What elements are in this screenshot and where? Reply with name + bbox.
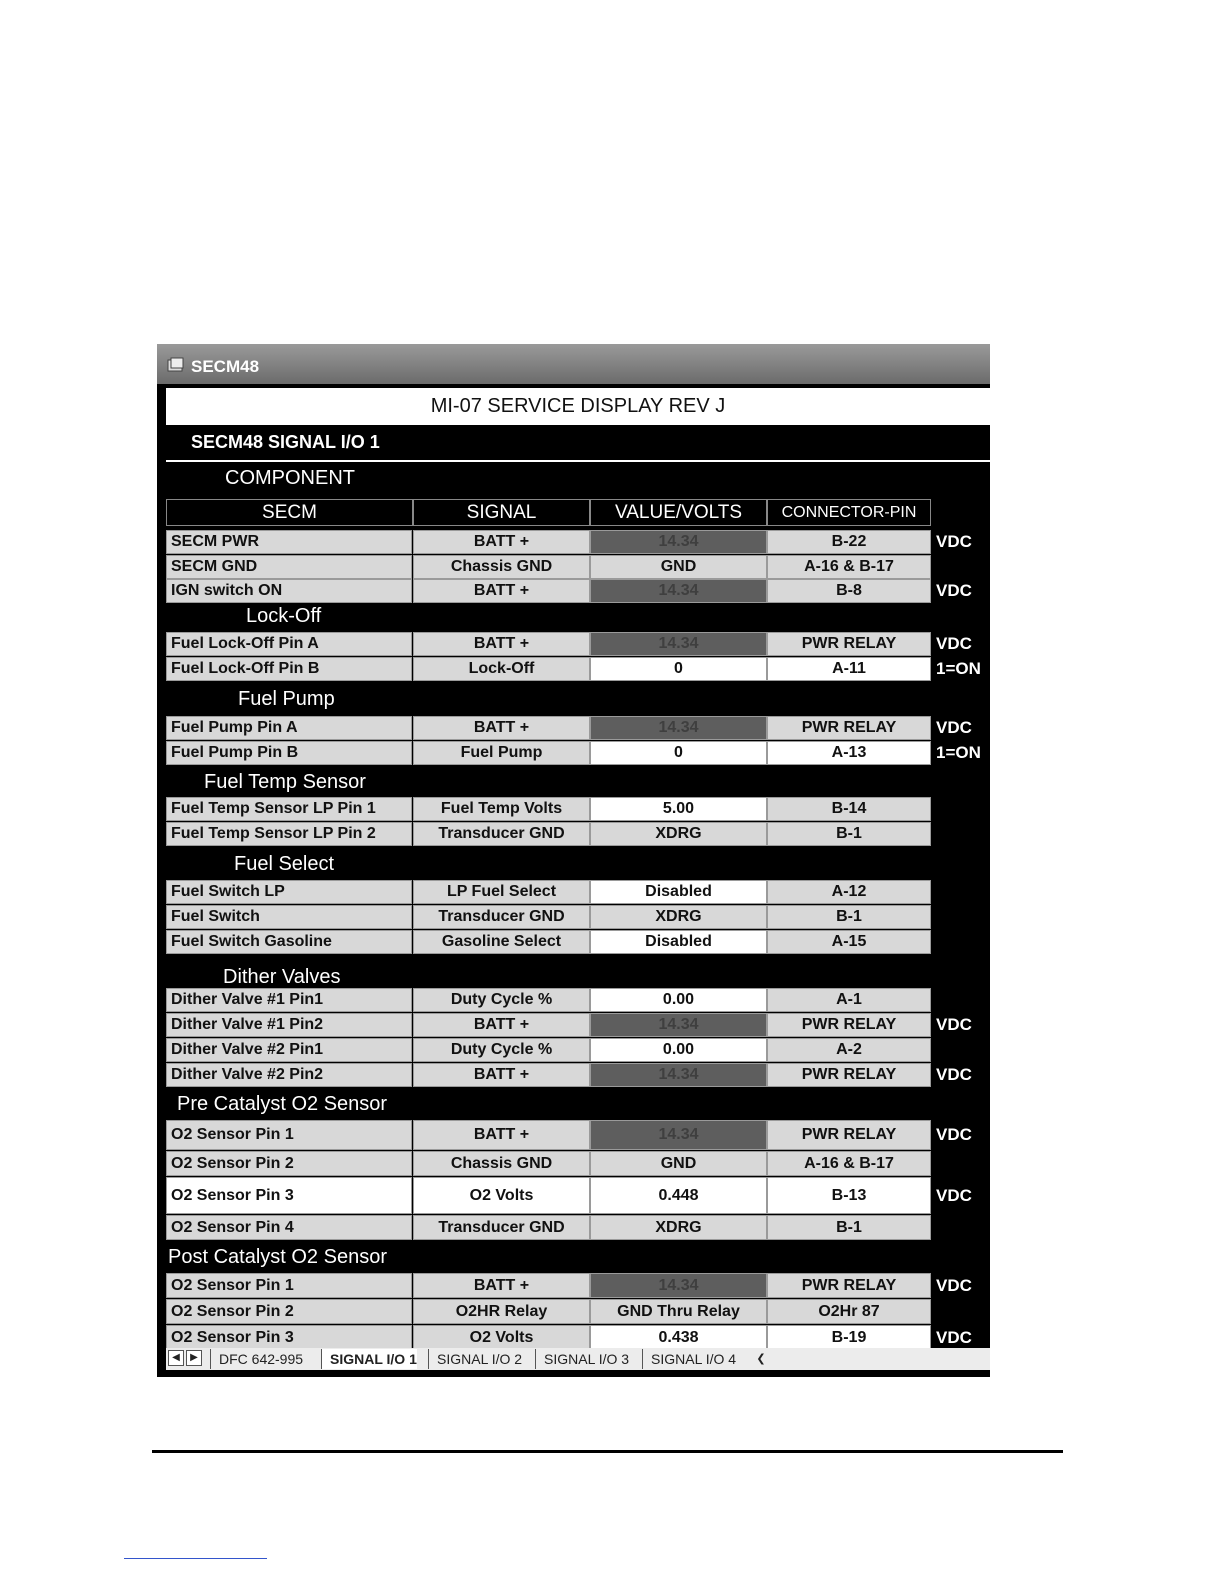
value-cell[interactable]: Disabled	[590, 930, 767, 954]
connector-pin-cell[interactable]: PWR RELAY	[767, 1120, 931, 1150]
value-cell[interactable]: 0.448	[590, 1177, 767, 1214]
value-cell[interactable]: 14.34	[590, 530, 767, 554]
column-header-secm: SECM	[166, 499, 413, 526]
connector-pin-cell[interactable]: A-2	[767, 1038, 931, 1062]
unit-label: 1=ON	[936, 743, 981, 762]
tab-signal-io-4[interactable]: SIGNAL I/O 4	[642, 1349, 736, 1369]
spreadsheet-window	[157, 344, 990, 1377]
connector-pin-cell[interactable]: A-1	[767, 988, 931, 1012]
column-header-signal: SIGNAL	[413, 499, 590, 526]
unit-label: VDC	[936, 1275, 972, 1295]
section-dither-valves: Dither Valves	[223, 966, 341, 988]
component-cell[interactable]: Fuel Lock-Off Pin A	[166, 632, 412, 656]
signal-cell[interactable]: Transducer GND	[413, 1215, 590, 1240]
connector-pin-cell[interactable]: O2Hr 87	[767, 1299, 931, 1324]
signal-cell[interactable]: BATT +	[413, 579, 590, 603]
component-cell[interactable]: O2 Sensor Pin 4	[166, 1215, 412, 1240]
signal-cell[interactable]: Duty Cycle %	[413, 988, 590, 1012]
value-cell[interactable]: 0	[590, 741, 767, 765]
signal-cell[interactable]: BATT +	[413, 716, 590, 740]
tab-prev-button[interactable]: ◀	[168, 1350, 184, 1366]
value-cell[interactable]: XDRG	[590, 1215, 767, 1240]
section-lock-off: Lock-Off	[246, 605, 322, 627]
component-cell[interactable]: O2 Sensor Pin 3	[166, 1325, 412, 1350]
signal-cell[interactable]: BATT +	[413, 530, 590, 554]
app-icon	[167, 357, 185, 373]
value-cell[interactable]: 0.00	[590, 1038, 767, 1062]
connector-pin-cell[interactable]: B-13	[767, 1177, 931, 1214]
component-cell[interactable]: Fuel Switch Gasoline	[166, 930, 412, 954]
section-post-catalyst: Post Catalyst O2 Sensor	[168, 1246, 387, 1268]
connector-pin-cell[interactable]: PWR RELAY	[767, 1013, 931, 1037]
signal-cell[interactable]: BATT +	[413, 1063, 590, 1087]
component-cell[interactable]: O2 Sensor Pin 1	[166, 1120, 412, 1150]
signal-cell[interactable]: BATT +	[413, 1013, 590, 1037]
signal-cell[interactable]: BATT +	[413, 1273, 590, 1298]
connector-pin-cell[interactable]: PWR RELAY	[767, 1063, 931, 1087]
component-cell[interactable]: O2 Sensor Pin 3	[166, 1177, 412, 1214]
unit-label: VDC	[936, 1065, 972, 1084]
connector-pin-cell[interactable]: PWR RELAY	[767, 632, 931, 656]
connector-pin-cell[interactable]: A-16 & B-17	[767, 1151, 931, 1176]
page-rule	[152, 1450, 1063, 1453]
unit-label: VDC	[936, 532, 972, 551]
connector-pin-cell[interactable]: A-11	[767, 657, 931, 681]
value-cell[interactable]: 5.00	[590, 797, 767, 821]
component-cell[interactable]: IGN switch ON	[166, 579, 412, 603]
value-cell[interactable]: 14.34	[590, 716, 767, 740]
component-cell[interactable]: Fuel Pump Pin B	[166, 741, 412, 765]
section-fuel-temp: Fuel Temp Sensor	[204, 771, 366, 793]
tab-dfc[interactable]: DFC 642-995	[210, 1349, 303, 1369]
value-cell[interactable]: 0.438	[590, 1325, 767, 1350]
signal-cell[interactable]: BATT +	[413, 1120, 590, 1150]
divider	[166, 460, 990, 462]
section-pre-catalyst: Pre Catalyst O2 Sensor	[177, 1093, 388, 1115]
component-cell[interactable]: Dither Valve #1 Pin2	[166, 1013, 412, 1037]
component-cell[interactable]: Fuel Lock-Off Pin B	[166, 657, 412, 681]
connector-pin-cell[interactable]: A-12	[767, 880, 931, 904]
value-cell[interactable]: 14.34	[590, 579, 767, 603]
signal-cell[interactable]: Chassis GND	[413, 555, 590, 579]
signal-cell[interactable]: Fuel Temp Volts	[413, 797, 590, 821]
tab-signal-io-2[interactable]: SIGNAL I/O 2	[428, 1349, 522, 1369]
unit-label: VDC	[936, 1185, 972, 1205]
connector-pin-cell[interactable]: A-13	[767, 741, 931, 765]
component-cell[interactable]: Fuel Pump Pin A	[166, 716, 412, 740]
signal-cell[interactable]: Chassis GND	[413, 1151, 590, 1176]
value-cell[interactable]: XDRG	[590, 822, 767, 846]
value-cell[interactable]: 0.00	[590, 988, 767, 1012]
signal-cell[interactable]: Transducer GND	[413, 905, 590, 929]
signal-cell[interactable]: Fuel Pump	[413, 741, 590, 765]
value-cell[interactable]: GND	[590, 555, 767, 579]
display-header: MI-07 SERVICE DISPLAY REV J	[166, 388, 990, 425]
component-cell[interactable]: O2 Sensor Pin 2	[166, 1299, 412, 1324]
unit-label: VDC	[936, 1327, 972, 1347]
section-fuel-select: Fuel Select	[234, 853, 335, 875]
unit-label: VDC	[936, 634, 972, 653]
unit-label: VDC	[936, 1015, 972, 1034]
tab-signal-io-3[interactable]: SIGNAL I/O 3	[535, 1349, 629, 1369]
component-cell[interactable]: SECM GND	[166, 555, 412, 579]
unit-label: VDC	[936, 1125, 972, 1144]
sheet-title: SECM48 SIGNAL I/O 1	[191, 432, 380, 452]
title-bar	[157, 344, 990, 384]
value-cell[interactable]: 14.34	[590, 632, 767, 656]
unit-label: 1=ON	[936, 659, 981, 678]
tab-signal-io-1[interactable]: SIGNAL I/O 1	[321, 1349, 417, 1369]
scroll-left-icon[interactable]: ❮	[756, 1353, 766, 1365]
value-cell[interactable]: 14.34	[590, 1120, 767, 1150]
value-cell[interactable]: 14.34	[590, 1013, 767, 1037]
connector-pin-cell[interactable]: B-8	[767, 579, 931, 603]
connector-pin-cell[interactable]: B-1	[767, 1215, 931, 1240]
footer-link-underline	[124, 1558, 267, 1559]
signal-cell[interactable]: O2 Volts	[413, 1177, 590, 1214]
tab-next-button[interactable]: ▶	[186, 1350, 202, 1366]
connector-pin-cell[interactable]: B-19	[767, 1325, 931, 1350]
unit-label: VDC	[936, 581, 972, 600]
signal-cell[interactable]: Duty Cycle %	[413, 1038, 590, 1062]
connector-pin-cell[interactable]: B-1	[767, 905, 931, 929]
component-cell[interactable]: Dither Valve #2 Pin1	[166, 1038, 412, 1062]
window-title: SECM48	[191, 357, 260, 376]
connector-pin-cell[interactable]: PWR RELAY	[767, 1273, 931, 1298]
value-cell[interactable]: GND Thru Relay	[590, 1299, 767, 1324]
value-cell[interactable]: XDRG	[590, 905, 767, 929]
component-cell[interactable]: O2 Sensor Pin 1	[166, 1273, 412, 1298]
component-cell[interactable]: Fuel Temp Sensor LP Pin 1	[166, 797, 412, 821]
component-cell[interactable]: Fuel Temp Sensor LP Pin 2	[166, 822, 412, 846]
signal-cell[interactable]: Gasoline Select	[413, 930, 590, 954]
signal-cell[interactable]: O2HR Relay	[413, 1299, 590, 1324]
component-cell[interactable]: Dither Valve #1 Pin1	[166, 988, 412, 1012]
connector-pin-cell[interactable]: A-16 & B-17	[767, 555, 931, 579]
component-cell[interactable]: Fuel Switch LP	[166, 880, 412, 904]
connector-pin-cell[interactable]: B-14	[767, 797, 931, 821]
value-cell[interactable]: GND	[590, 1151, 767, 1176]
column-header-value: VALUE/VOLTS	[590, 499, 767, 526]
value-cell[interactable]: 14.34	[590, 1273, 767, 1298]
signal-cell[interactable]: LP Fuel Select	[413, 880, 590, 904]
value-cell[interactable]: 0	[590, 657, 767, 681]
signal-cell[interactable]: Transducer GND	[413, 822, 590, 846]
column-header-connector: CONNECTOR-PIN	[767, 499, 931, 526]
sheet-tab-bar	[166, 1348, 990, 1370]
signal-cell[interactable]: O2 Volts	[413, 1325, 590, 1350]
component-cell[interactable]: Dither Valve #2 Pin2	[166, 1063, 412, 1087]
value-cell[interactable]: 14.34	[590, 1063, 767, 1087]
connector-pin-cell[interactable]: PWR RELAY	[767, 716, 931, 740]
signal-cell[interactable]: Lock-Off	[413, 657, 590, 681]
component-cell[interactable]: O2 Sensor Pin 2	[166, 1151, 412, 1176]
unit-label: VDC	[936, 718, 972, 737]
value-cell[interactable]: Disabled	[590, 880, 767, 904]
component-cell[interactable]: SECM PWR	[166, 530, 412, 554]
connector-pin-cell[interactable]: B-22	[767, 530, 931, 554]
signal-cell[interactable]: BATT +	[413, 632, 590, 656]
component-label: COMPONENT	[225, 467, 355, 489]
section-fuel-pump: Fuel Pump	[238, 688, 335, 710]
connector-pin-cell[interactable]: B-1	[767, 822, 931, 846]
connector-pin-cell[interactable]: A-15	[767, 930, 931, 954]
component-cell[interactable]: Fuel Switch	[166, 905, 412, 929]
